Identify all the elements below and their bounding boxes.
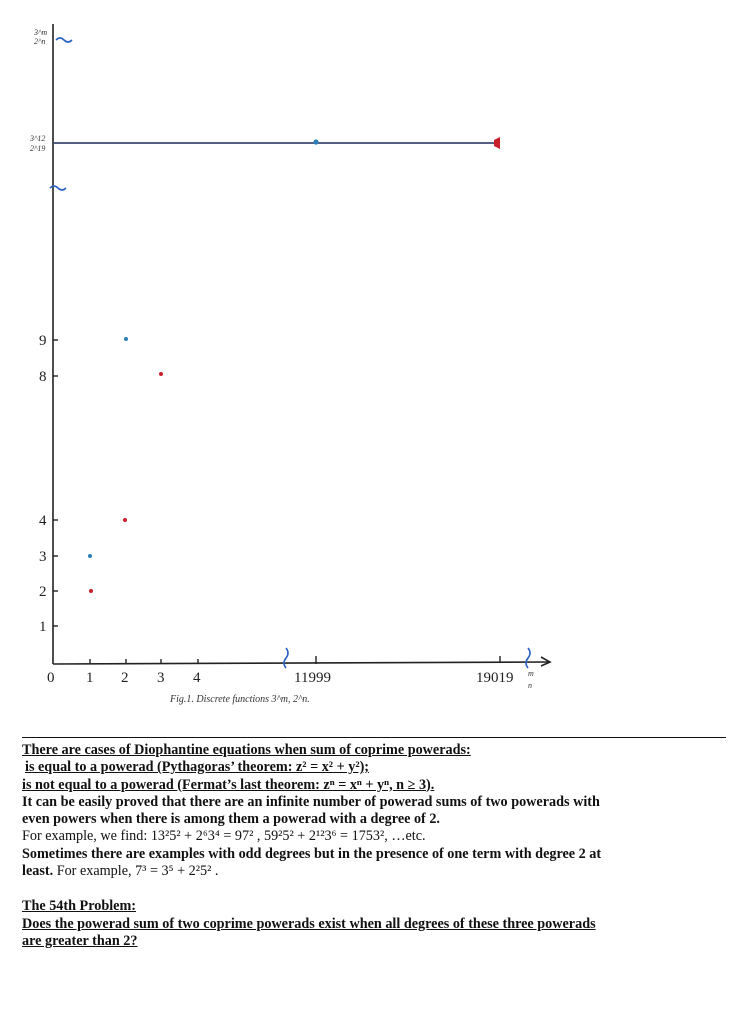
x-tick-2: 2 bbox=[121, 670, 129, 686]
x-label-m: m bbox=[528, 669, 534, 678]
x-tick-1: 1 bbox=[86, 670, 94, 686]
point-3-power-2 bbox=[124, 337, 128, 341]
x-tick-3: 3 bbox=[157, 670, 165, 686]
x-axis bbox=[53, 662, 548, 664]
least-word: least. bbox=[22, 863, 54, 880]
point-3-power-1 bbox=[88, 554, 92, 558]
x-tick-19019: 19019 bbox=[476, 670, 514, 686]
fermat-text: is not equal to a powerad (Fermat’s last theorem: zⁿ = xⁿ + yⁿ, n ≥ 3). bbox=[22, 776, 435, 793]
x-axis-break-end-icon bbox=[526, 648, 530, 668]
x-label-n: n bbox=[528, 681, 532, 690]
point-2-power-1 bbox=[89, 589, 93, 593]
y-tick-3: 3 bbox=[39, 549, 47, 565]
claim-line-1: It can be easily proved that there are an infinite number of powerad sums of two powerads with bbox=[22, 793, 600, 810]
y-tick-1: 1 bbox=[39, 619, 47, 635]
odd-degree-example bbox=[22, 863, 722, 880]
y-tick-8: 8 bbox=[39, 369, 47, 385]
point-2-power-19 bbox=[494, 137, 500, 149]
intro-heading: There are cases of Diophantine equations when sum of coprime powerads: bbox=[22, 742, 471, 758]
x-tick-0: 0 bbox=[47, 670, 55, 686]
question-line-2: are greater than 2? bbox=[22, 932, 138, 949]
example-line: For example, we find: 13²5² + 2⁶3⁴ = 97² , 59²5² + 2¹²3⁶ = 1753², …etc. bbox=[22, 828, 426, 845]
y-label-2n: 2^n bbox=[34, 37, 46, 46]
y-label-3-12: 3^12 bbox=[30, 134, 46, 143]
y-axis-break-top-icon bbox=[56, 38, 72, 42]
point-2-power-2 bbox=[123, 518, 127, 522]
y-tick-4: 4 bbox=[39, 513, 47, 529]
pythagoras-line: is equal to a powerad (Pythagoras’ theorem: z² = x² + y²); bbox=[25, 759, 370, 776]
y-tick-9: 9 bbox=[39, 333, 47, 349]
y-label-3m: 3^m bbox=[34, 28, 48, 37]
y-label-2-19: 2^19 bbox=[30, 144, 46, 153]
point-3-power-12 bbox=[313, 139, 318, 144]
fermat-line bbox=[22, 777, 722, 794]
x-tick-11999: 11999 bbox=[294, 670, 331, 686]
odd-example-text: For example, 7³ = 3⁵ + 2²5² . bbox=[53, 863, 219, 880]
body-text bbox=[22, 728, 722, 950]
claim-line-2: even powers when there is among them a powerad with a degree of 2. bbox=[22, 811, 440, 828]
x-tick-4: 4 bbox=[193, 670, 201, 686]
y-tick-2: 2 bbox=[39, 584, 47, 600]
figure-caption: Fig.1. Discrete functions 3^m, 2^n. bbox=[170, 694, 310, 705]
x-axis-break-icon bbox=[284, 648, 288, 668]
odd-degree-line: Sometimes there are examples with odd degrees but in the presence of one term with degree 2 at bbox=[22, 845, 602, 862]
problem-heading: The 54th Problem: bbox=[22, 898, 137, 915]
point-2-power-3 bbox=[159, 372, 163, 376]
question-line-1: Does the powerad sum of two coprime powerads exist when all degrees of these three powerads bbox=[22, 915, 596, 932]
